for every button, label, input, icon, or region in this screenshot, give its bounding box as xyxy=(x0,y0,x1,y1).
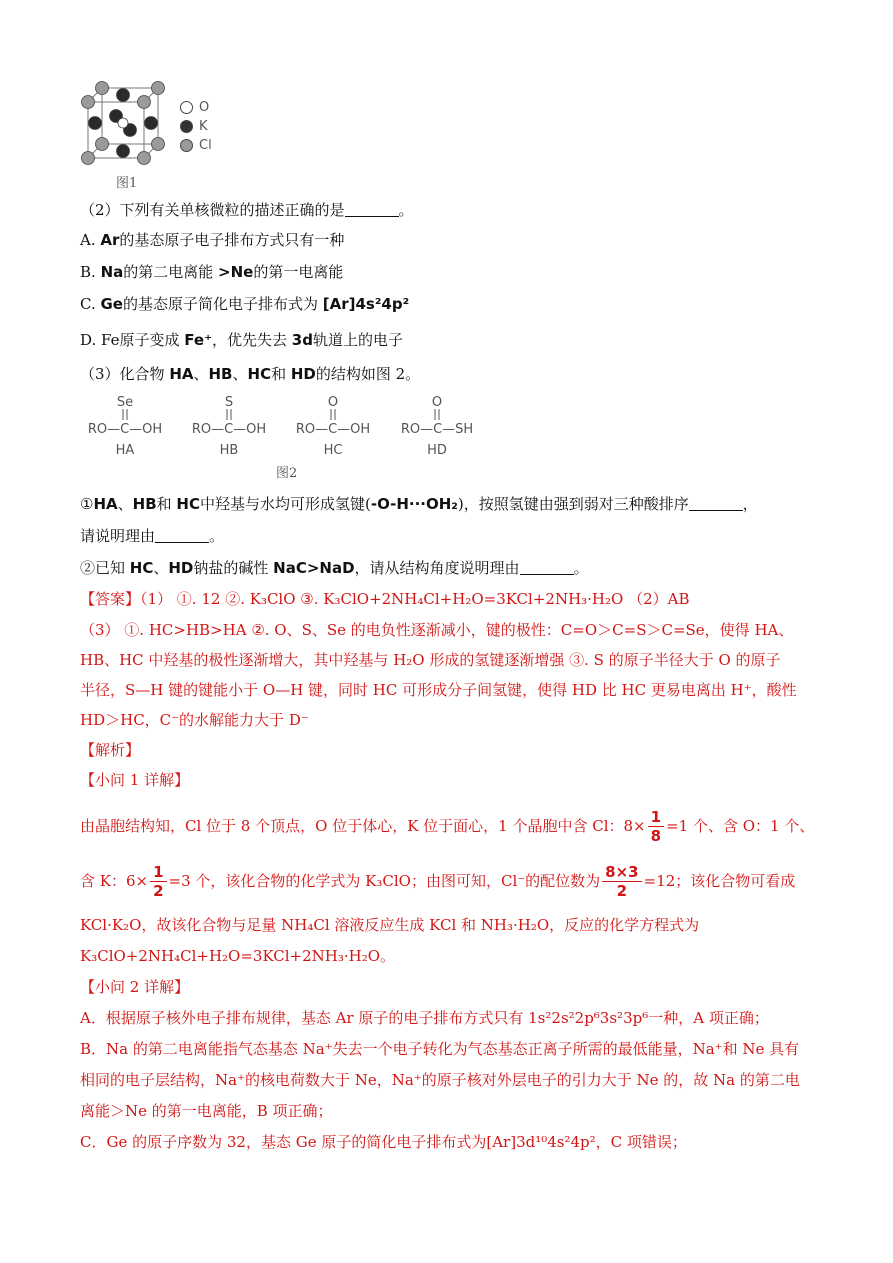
atom-cl xyxy=(96,82,109,95)
analysis-pB1: B．Na 的第二电离能指气态基态 Na⁺失去一个电子转化为气态基态正离子所需的最低能量，Na⁺和 Ne 具有 xyxy=(80,1040,800,1058)
analysis-p1c: KCl·K₂O，故该化合物与足量 NH₄Cl 溶液反应生成 KCl 和 NH₃·H₂O，反应的化学方程式为 xyxy=(80,916,700,934)
structure-hd xyxy=(401,395,473,458)
structure-hc xyxy=(296,395,370,458)
atom-cl xyxy=(82,152,95,165)
answer-line-2: （3） ①. HC>HB>HA ②. O、S、Se 的电负性逐渐减小，键的极性：C=O＞C=S＞C=Se，使得 HA、 xyxy=(80,621,794,639)
analysis-sub1-header: 【小问 1 详解】 xyxy=(80,771,190,789)
text-run: （3）化合物 xyxy=(80,365,170,383)
answer-blank[interactable] xyxy=(689,496,743,511)
question-3-sub1-line2: 请说明理由 。 xyxy=(80,527,225,545)
structure-ha xyxy=(88,395,162,458)
option-d[interactable] xyxy=(80,330,403,350)
structure-formula: RO—C—OH xyxy=(295,422,371,437)
atom-o xyxy=(118,118,128,128)
text-run: 的第二电离能 xyxy=(123,263,219,281)
structure-name: HD xyxy=(427,443,447,458)
analysis-pB3: 离能＞Ne 的第一电离能，B 项正确； xyxy=(80,1102,333,1120)
text-run: 原子变成 xyxy=(119,331,185,349)
figure2-caption: 图2 xyxy=(276,466,298,481)
answer-line-1: 【答案】（1） ①. 12 ②. K₃ClO ③. K₃ClO+2NH₄Cl+H₂O=3KCl+2NH₃·H₂O （2）AB xyxy=(80,590,690,608)
text-run: 和 xyxy=(156,495,177,513)
legend-label: O xyxy=(199,100,210,115)
figure1-legend xyxy=(180,98,240,155)
text-run: HC xyxy=(176,495,200,513)
text-run: HC xyxy=(129,559,154,577)
atom-cl xyxy=(138,152,151,165)
answer-line-5: HD＞HC，C⁻的水解能力大于 D⁻ xyxy=(80,711,309,729)
text-run: 钠盐的碱性 xyxy=(193,559,274,577)
text-run: HA xyxy=(93,495,118,513)
atom-cl xyxy=(138,96,151,109)
question-3-sub1: ①HA、HB和 HC中羟基与水均可形成氢键(-O-H···OH₂)，按照氢键由强到弱对三种酸排序 ， xyxy=(80,495,758,513)
text-run: HB xyxy=(132,495,157,513)
fraction-one-eighth: $\frac{1}{8}$ xyxy=(648,808,664,845)
text-run: 、 xyxy=(117,495,133,513)
option-letter: D. xyxy=(80,331,102,349)
answer-blank[interactable] xyxy=(155,528,209,543)
structure-top-atom: Se xyxy=(116,395,134,410)
answer-line-4: 半径，S—H 键的键能小于 O—H 键，同时 HC 可形成分子间氢键，使得 HD 比 HC 更易电离出 H⁺，酸性 xyxy=(80,681,797,699)
question-2-stem: （2）下列有关单核微粒的描述正确的是 。 xyxy=(80,201,414,219)
text-run: HD xyxy=(290,365,316,383)
legend-item xyxy=(180,136,240,155)
text-run: Fe xyxy=(101,331,120,349)
atom-cl xyxy=(96,138,109,151)
answer-blank[interactable] xyxy=(345,202,399,217)
text-run: ②已知 xyxy=(80,559,130,577)
fraction-coordination: $\frac{8\times 3}{2}$ xyxy=(602,863,641,900)
analysis-sub2-header: 【小问 2 详解】 xyxy=(80,978,190,996)
text-run: >Ne xyxy=(218,263,254,281)
text-run: 、 xyxy=(193,365,209,383)
text-run: NaC>NaD xyxy=(273,559,355,577)
option-a[interactable] xyxy=(80,230,344,250)
structure-name: HB xyxy=(219,443,239,458)
atom-k xyxy=(117,89,130,102)
figure1-caption: 图1 xyxy=(116,176,138,191)
legend-item xyxy=(180,117,240,136)
question-3-stem xyxy=(80,364,420,384)
answer-blank[interactable] xyxy=(520,560,574,575)
analysis-pC: C．Ge 的原子序数为 32，基态 Ge 原子的简化电子排布式为[Ar]3d¹⁰4s²4p²，C 项错误； xyxy=(80,1133,687,1151)
text-run: 中羟基与水均可形成氢键( xyxy=(199,495,371,513)
text-run: ① xyxy=(80,495,94,513)
text-run: Na xyxy=(100,263,124,281)
structure-formula: RO—C—OH xyxy=(191,422,267,437)
structure-top-atom: S xyxy=(224,395,234,410)
structure-hb xyxy=(192,395,266,458)
structure-name: HA xyxy=(115,443,135,458)
question-3-sub2: ②已知 HC、HD钠盐的碱性 NaC>NaD，请从结构角度说明理由 。 xyxy=(80,559,589,577)
atom-k xyxy=(117,145,130,158)
answer-line-3: HB、HC 中羟基的极性逐渐增大，其中羟基与 H₂O 形成的氢键逐渐增强 ③. S 的原子半径大于 O 的原子 xyxy=(80,651,781,669)
structure-formula: RO—C—OH xyxy=(87,422,163,437)
text-run: [Ar]4s²4p² xyxy=(322,295,410,313)
atom-k xyxy=(89,117,102,130)
text-run: HA xyxy=(169,365,194,383)
legend-swatch xyxy=(180,101,193,114)
option-letter: C. xyxy=(80,295,101,313)
text-run: 轨道上的电子 xyxy=(312,331,403,349)
option-c[interactable] xyxy=(80,294,409,314)
text-run: )，按照氢键由强到弱对三种酸排序 xyxy=(457,495,689,513)
text-run: 的基态原子简化电子排布式为 xyxy=(122,295,323,313)
analysis-p1d: K₃ClO+2NH₄Cl+H₂O=3KCl+2NH₃·H₂O。 xyxy=(80,947,396,965)
structure-top-atom: O xyxy=(327,395,339,410)
legend-label: K xyxy=(199,119,208,134)
option-letter: B. xyxy=(80,263,101,281)
text-run: HD xyxy=(168,559,194,577)
text-run: -O-H···OH₂ xyxy=(370,495,458,513)
text-run: 的结构如图 2。 xyxy=(315,365,421,383)
text-run: 和 xyxy=(271,365,291,383)
atom-cl xyxy=(152,82,165,95)
text-run: 、 xyxy=(232,365,248,383)
legend-swatch xyxy=(180,139,193,152)
option-letter: A. xyxy=(80,231,101,249)
text-run: HC xyxy=(247,365,272,383)
text-run: ，优先失去 xyxy=(212,331,292,349)
text-run: Ar xyxy=(100,231,120,249)
text-run: HB xyxy=(208,365,233,383)
analysis-pB2: 相同的电子层结构，Na⁺的核电荷数大于 Ne，Na⁺的原子核对外层电子的引力大于 Ne 的，故 Na 的第二电 xyxy=(80,1071,800,1089)
structure-name: HC xyxy=(323,443,343,458)
legend-swatch xyxy=(180,120,193,133)
analysis-header: 【解析】 xyxy=(80,741,141,759)
option-b[interactable] xyxy=(80,262,343,282)
fraction-one-half: $\frac{1}{2}$ xyxy=(150,863,166,900)
structure-top-atom: O xyxy=(431,395,443,410)
legend-label: Cl xyxy=(199,138,212,153)
analysis-p1a: 由晶胞结构知，Cl 位于 8 个顶点，O 位于体心，K 位于面心，1 个晶胞中含 Cl：8× $\frac{1}{8}$ =1 个、含 O：1 个、 xyxy=(80,807,815,845)
atom-cl xyxy=(152,138,165,151)
structure-formula: RO—C—SH xyxy=(400,422,474,437)
text-run: 的基态原子电子排布方式只有一种 xyxy=(119,231,345,249)
analysis-pA: A．根据原子核外电子排布规律，基态 Ar 原子的电子排布方式只有 1s²2s²2p⁶3s²3p⁶一种，A 项正确； xyxy=(80,1009,769,1027)
atom-k xyxy=(145,117,158,130)
text-run: ，请从结构角度说明理由 xyxy=(354,559,520,577)
analysis-p1b: 含 K：6× $\frac{1}{2}$ =3 个，该化合物的化学式为 K₃ClO；由图可知，Cl⁻的配位数为 $\frac{8\times 3}{2}$ =12；该化合物可看成 xyxy=(80,862,796,900)
text-run: 的第一电离能 xyxy=(253,263,344,281)
text-run: Ge xyxy=(100,295,123,313)
legend-item xyxy=(180,98,240,117)
text-run: 、 xyxy=(153,559,169,577)
text-run: Fe⁺ xyxy=(184,331,213,349)
atom-cl xyxy=(82,96,95,109)
text-run: 3d xyxy=(291,331,313,349)
